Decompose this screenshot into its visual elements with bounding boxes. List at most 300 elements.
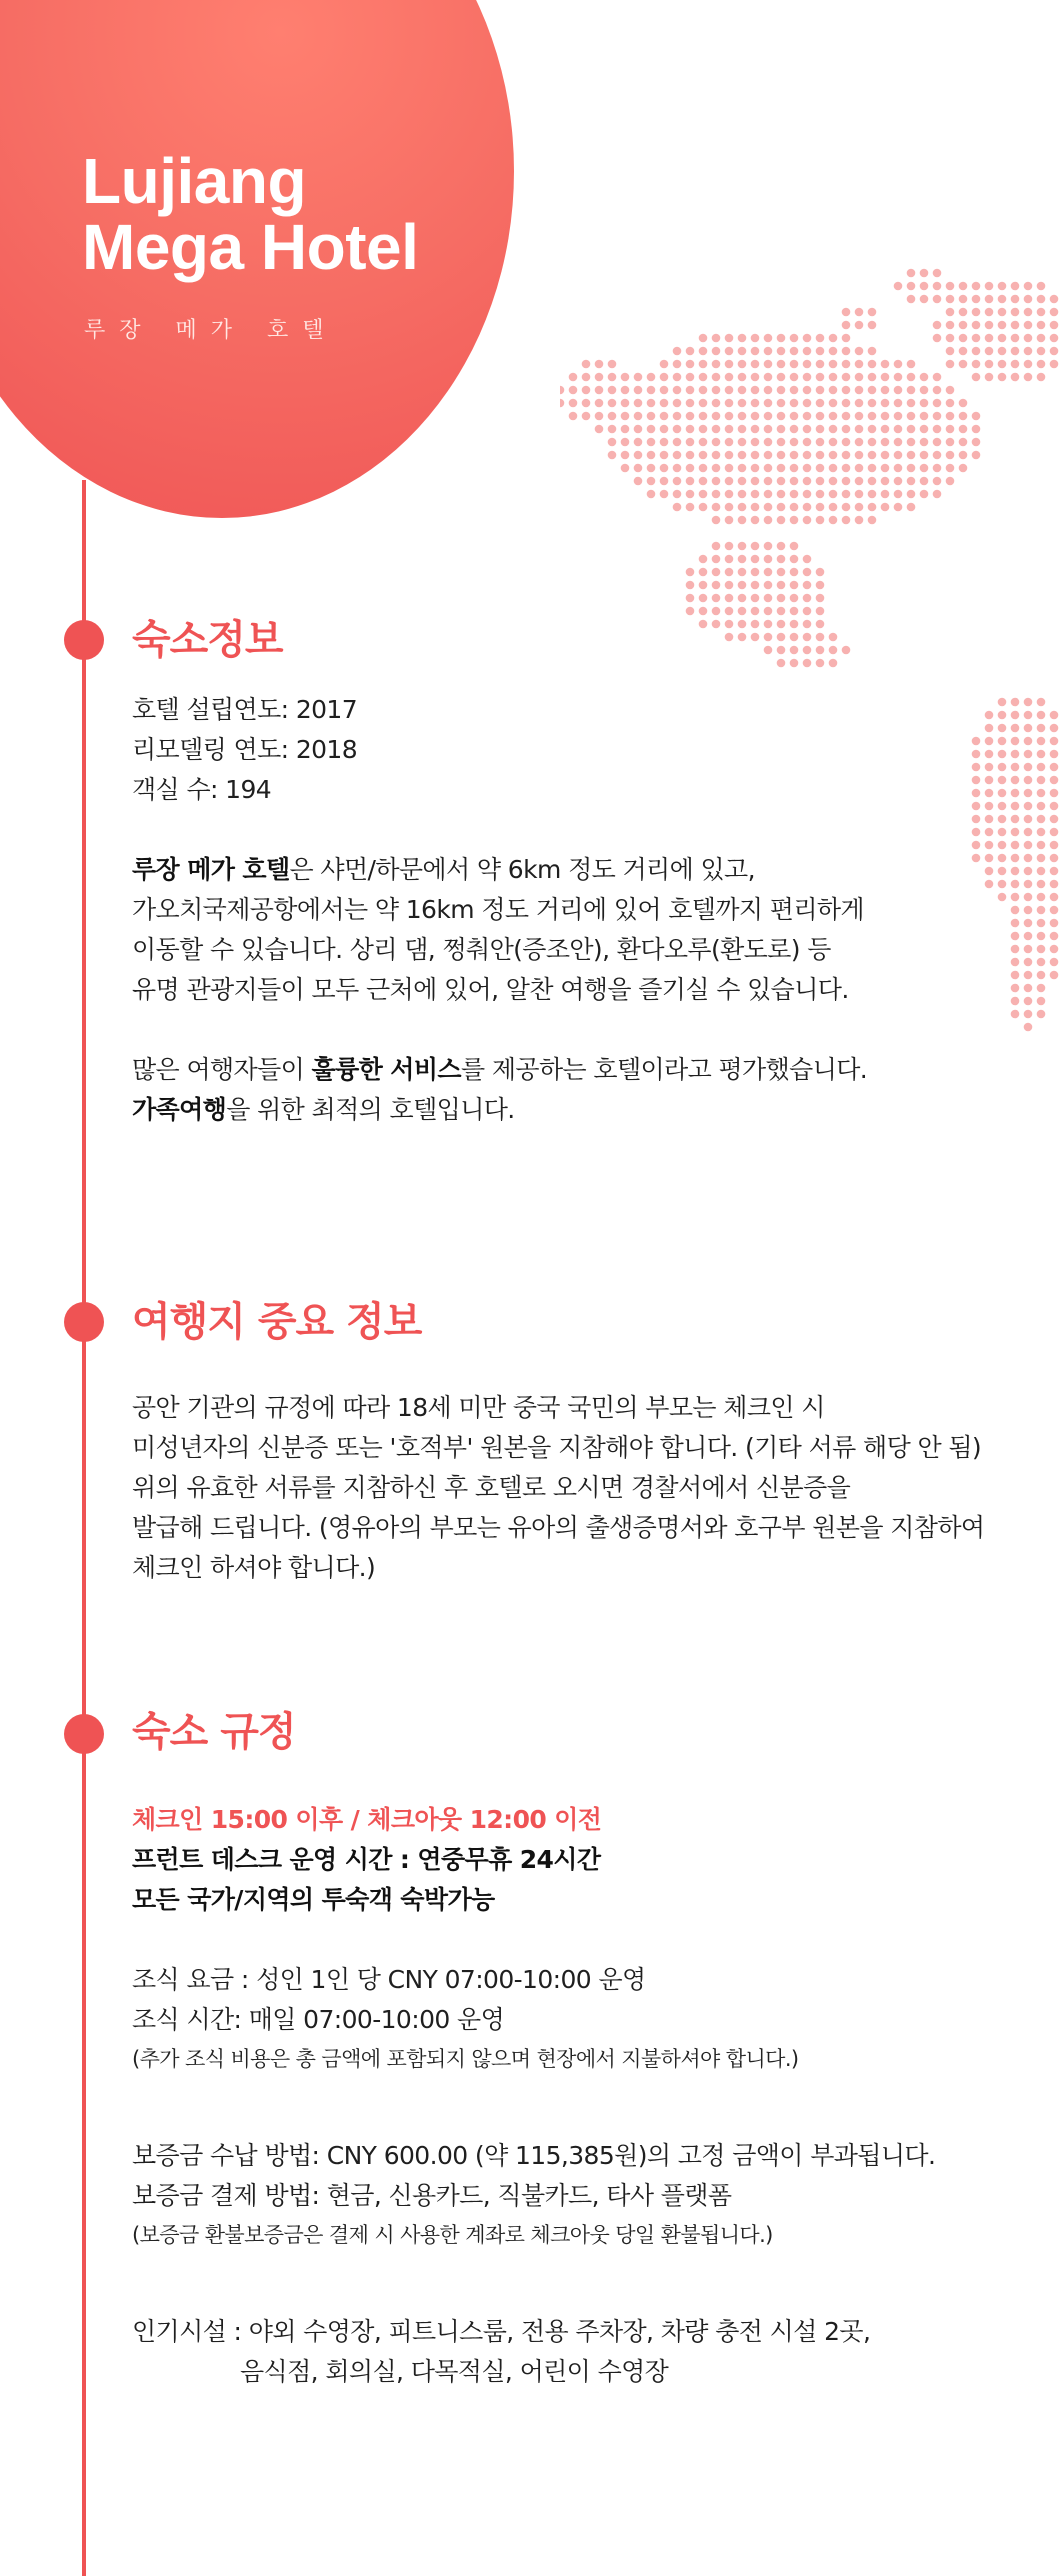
map-dot	[985, 282, 994, 291]
map-dot	[738, 334, 747, 343]
map-dot	[920, 269, 929, 278]
map-dot	[855, 399, 864, 408]
map-dot	[699, 503, 708, 512]
map-dot	[907, 399, 916, 408]
map-dot	[842, 334, 851, 343]
map-dot	[725, 542, 734, 551]
map-dot	[712, 607, 721, 616]
map-dot	[829, 347, 838, 356]
map-dot	[777, 620, 786, 629]
map-dot	[1024, 321, 1033, 330]
map-dot	[842, 412, 851, 421]
map-dot	[1024, 308, 1033, 317]
map-dot	[816, 594, 825, 603]
map-dot	[946, 451, 955, 460]
map-dot	[972, 282, 981, 291]
map-dot	[1050, 880, 1059, 889]
map-dot	[595, 373, 604, 382]
map-dot	[751, 607, 760, 616]
hotel-name-bold: 루장 메가 호텔	[132, 855, 290, 884]
map-dot	[855, 490, 864, 499]
map-dot	[686, 347, 695, 356]
map-dot	[1037, 893, 1046, 902]
map-dot	[803, 438, 812, 447]
map-dot	[738, 477, 747, 486]
map-dot	[985, 308, 994, 317]
map-dot	[946, 438, 955, 447]
map-dot	[712, 360, 721, 369]
map-dot	[985, 295, 994, 304]
map-dot	[764, 581, 773, 590]
map-dot	[738, 399, 747, 408]
map-dot	[803, 464, 812, 473]
map-dot	[972, 412, 981, 421]
map-dot	[959, 282, 968, 291]
facilities-line-2: 음식점, 회의실, 다목적실, 어린이 수영장	[240, 2357, 669, 2386]
map-dot	[1050, 737, 1059, 746]
map-dot	[725, 399, 734, 408]
front-desk-hours: 프런트 데스크 운영 시간 : 연중무휴 24시간	[132, 1845, 601, 1874]
map-dot	[894, 464, 903, 473]
map-dot	[1011, 347, 1020, 356]
map-dot	[764, 555, 773, 564]
map-dot	[686, 360, 695, 369]
map-dot	[933, 295, 942, 304]
map-dot	[790, 360, 799, 369]
map-dot	[764, 373, 773, 382]
map-dot	[842, 425, 851, 434]
map-dot	[855, 347, 864, 356]
map-dot	[595, 412, 604, 421]
map-dot	[777, 659, 786, 668]
map-dot	[777, 542, 786, 551]
map-dot	[660, 451, 669, 460]
map-dot	[894, 412, 903, 421]
map-dot	[1037, 958, 1046, 967]
map-dot	[894, 386, 903, 395]
map-dot	[842, 646, 851, 655]
hotel-name	[82, 145, 419, 283]
map-dot	[1011, 282, 1020, 291]
map-dot	[946, 464, 955, 473]
map-dot	[803, 386, 812, 395]
map-dot	[764, 490, 773, 499]
map-dot	[1050, 334, 1059, 343]
map-dot	[1037, 698, 1046, 707]
map-dot	[868, 451, 877, 460]
map-dot	[1037, 295, 1046, 304]
map-dot	[946, 321, 955, 330]
map-dot	[1050, 893, 1059, 902]
map-dot	[1050, 841, 1059, 850]
map-dot	[764, 334, 773, 343]
map-dot	[738, 620, 747, 629]
map-dot	[712, 568, 721, 577]
map-dot	[894, 503, 903, 512]
map-dot	[829, 425, 838, 434]
map-dot	[842, 373, 851, 382]
map-dot	[933, 438, 942, 447]
map-dot	[712, 464, 721, 473]
map-dot	[894, 438, 903, 447]
map-dot	[725, 386, 734, 395]
map-dot	[777, 607, 786, 616]
map-dot	[686, 594, 695, 603]
map-dot	[998, 347, 1007, 356]
map-dot	[881, 464, 890, 473]
map-dot	[1024, 919, 1033, 928]
map-dot	[790, 516, 799, 525]
map-dot	[1050, 776, 1059, 785]
map-dot	[777, 360, 786, 369]
map-dot	[1050, 789, 1059, 798]
map-dot	[686, 464, 695, 473]
map-dot	[985, 373, 994, 382]
map-dot	[881, 438, 890, 447]
map-dot	[959, 412, 968, 421]
map-dot	[777, 516, 786, 525]
map-dot	[673, 503, 682, 512]
map-dot	[946, 308, 955, 317]
map-dot	[582, 412, 591, 421]
map-dot	[608, 360, 617, 369]
map-dot	[803, 360, 812, 369]
map-dot	[855, 425, 864, 434]
map-dot	[1050, 815, 1059, 824]
map-dot	[829, 386, 838, 395]
map-dot	[1037, 711, 1046, 720]
map-dot	[1050, 919, 1059, 928]
map-dot	[868, 438, 877, 447]
map-dot	[907, 282, 916, 291]
map-dot	[855, 386, 864, 395]
map-dot	[972, 373, 981, 382]
map-dot	[699, 451, 708, 460]
map-dot	[816, 516, 825, 525]
map-dot	[764, 386, 773, 395]
map-dot	[998, 334, 1007, 343]
facilities-line-1: 인기시설 : 야외 수영장, 피트니스룸, 전용 주차장, 차량 충전 시설 2곳,	[132, 2317, 871, 2346]
map-dot	[959, 308, 968, 317]
map-dot	[777, 451, 786, 460]
map-dot	[725, 633, 734, 642]
family-line	[132, 1090, 1012, 1130]
map-dot	[855, 360, 864, 369]
map-dot	[790, 659, 799, 668]
map-dot	[686, 503, 695, 512]
map-dot	[608, 412, 617, 421]
map-dot	[699, 568, 708, 577]
map-dot	[907, 490, 916, 499]
map-dot	[699, 386, 708, 395]
map-dot	[946, 360, 955, 369]
map-dot	[647, 373, 656, 382]
map-dot	[673, 438, 682, 447]
map-dot	[621, 425, 630, 434]
map-dot	[751, 516, 760, 525]
map-dot	[803, 581, 812, 590]
map-dot	[1024, 724, 1033, 733]
map-dot	[803, 373, 812, 382]
guest-eligibility: 모든 국가/지역의 투숙객 숙박가능	[132, 1885, 495, 1914]
map-dot	[803, 620, 812, 629]
map-dot	[751, 555, 760, 564]
map-dot	[686, 451, 695, 460]
map-dot	[1024, 945, 1033, 954]
map-dot	[920, 490, 929, 499]
map-dot	[946, 412, 955, 421]
map-dot	[725, 555, 734, 564]
map-dot	[621, 373, 630, 382]
map-dot	[907, 503, 916, 512]
map-dot	[777, 568, 786, 577]
map-dot	[777, 490, 786, 499]
map-dot	[985, 321, 994, 330]
map-dot	[1011, 321, 1020, 330]
fact-remodeled: 리모델링 연도: 2018	[132, 735, 358, 764]
map-dot	[725, 425, 734, 434]
map-dot	[907, 360, 916, 369]
map-dot	[777, 555, 786, 564]
map-dot	[868, 425, 877, 434]
map-dot	[764, 438, 773, 447]
map-dot	[946, 425, 955, 434]
map-dot	[699, 581, 708, 590]
map-dot	[777, 386, 786, 395]
map-dot	[842, 321, 851, 330]
map-dot	[595, 399, 604, 408]
map-dot	[803, 334, 812, 343]
map-dot	[738, 607, 747, 616]
map-dot	[660, 490, 669, 499]
map-dot	[972, 451, 981, 460]
map-dot	[894, 451, 903, 460]
map-dot	[712, 620, 721, 629]
timeline-marker-policy	[64, 1714, 104, 1754]
map-dot	[972, 321, 981, 330]
map-dot	[816, 568, 825, 577]
map-dot	[868, 399, 877, 408]
map-dot	[751, 386, 760, 395]
map-dot	[972, 295, 981, 304]
family-rest: 을 위한 최적의 호텔입니다.	[226, 1095, 515, 1124]
map-dot	[1037, 282, 1046, 291]
map-dot	[803, 425, 812, 434]
map-dot	[699, 464, 708, 473]
map-dot	[1037, 984, 1046, 993]
map-dot	[725, 451, 734, 460]
map-dot	[777, 581, 786, 590]
map-dot	[738, 347, 747, 356]
map-dot	[686, 425, 695, 434]
deposit-note: (보증금 환불보증금은 결제 시 사용한 계좌로 체크아웃 당일 환불됩니다.)	[132, 2223, 773, 2247]
map-dot	[816, 451, 825, 460]
map-dot	[699, 334, 708, 343]
map-dot	[868, 477, 877, 486]
map-dot	[816, 490, 825, 499]
map-dot	[673, 399, 682, 408]
map-dot	[842, 490, 851, 499]
map-dot	[972, 308, 981, 317]
map-dot	[673, 386, 682, 395]
map-dot	[855, 477, 864, 486]
map-dot	[595, 360, 604, 369]
map-dot	[959, 360, 968, 369]
map-dot	[569, 399, 578, 408]
description-line-2: 가오치국제공항에서는 약 16km 정도 거리에 있어 호텔까지 편리하게	[132, 895, 864, 924]
travel-info-line-1: 공안 기관의 규정에 따라 18세 미만 중국 국민의 부모는 체크인 시	[132, 1393, 825, 1422]
map-dot	[673, 360, 682, 369]
map-dot	[803, 594, 812, 603]
map-dot	[582, 399, 591, 408]
map-dot	[699, 477, 708, 486]
description-line-1	[132, 850, 1012, 890]
map-dot	[1037, 360, 1046, 369]
map-dot	[751, 594, 760, 603]
map-dot	[1050, 750, 1059, 759]
map-dot	[972, 334, 981, 343]
map-dot	[933, 477, 942, 486]
map-dot	[595, 425, 604, 434]
map-dot	[998, 308, 1007, 317]
map-dot	[803, 646, 812, 655]
map-dot	[959, 399, 968, 408]
map-dot	[1037, 308, 1046, 317]
property-policy-text	[132, 1800, 1012, 2392]
map-dot	[751, 464, 760, 473]
map-dot	[998, 282, 1007, 291]
map-dot	[764, 360, 773, 369]
map-dot	[1024, 737, 1033, 746]
map-dot	[842, 386, 851, 395]
map-dot	[1024, 802, 1033, 811]
map-dot	[816, 386, 825, 395]
map-dot	[751, 373, 760, 382]
map-dot	[1050, 854, 1059, 863]
map-dot	[1024, 828, 1033, 837]
map-dot	[803, 555, 812, 564]
map-dot	[621, 412, 630, 421]
map-dot	[764, 412, 773, 421]
map-dot	[842, 438, 851, 447]
map-dot	[712, 399, 721, 408]
review-suffix: 를 제공하는 호텔이라고 평가했습니다.	[460, 1055, 868, 1084]
map-dot	[829, 399, 838, 408]
map-dot	[803, 451, 812, 460]
map-dot	[933, 373, 942, 382]
map-dot	[790, 490, 799, 499]
map-dot	[816, 607, 825, 616]
map-dot	[725, 620, 734, 629]
map-dot	[829, 438, 838, 447]
map-dot	[608, 399, 617, 408]
map-dot	[621, 464, 630, 473]
map-dot	[608, 438, 617, 447]
map-dot	[894, 373, 903, 382]
map-dot	[933, 451, 942, 460]
map-dot	[764, 347, 773, 356]
map-dot	[569, 373, 578, 382]
map-dot	[725, 438, 734, 447]
section-title-property-policy: 숙소 규정	[132, 1709, 296, 1755]
map-dot	[959, 295, 968, 304]
map-dot	[1037, 932, 1046, 941]
map-dot	[712, 503, 721, 512]
map-dot	[972, 425, 981, 434]
map-dot	[842, 516, 851, 525]
map-dot	[790, 425, 799, 434]
map-dot	[816, 373, 825, 382]
map-dot	[569, 412, 578, 421]
section-title-property-info: 숙소정보	[132, 617, 283, 663]
map-dot	[920, 464, 929, 473]
map-dot	[816, 503, 825, 512]
map-dot	[1037, 750, 1046, 759]
map-dot	[816, 399, 825, 408]
map-dot	[998, 373, 1007, 382]
map-dot	[1011, 373, 1020, 382]
map-dot	[881, 451, 890, 460]
map-dot	[894, 399, 903, 408]
section-title-travel-info: 여행지 중요 정보	[132, 1299, 422, 1345]
map-dot	[816, 412, 825, 421]
map-dot	[738, 412, 747, 421]
map-dot	[699, 594, 708, 603]
map-dot	[1037, 763, 1046, 772]
map-dot	[907, 425, 916, 434]
map-dot	[751, 542, 760, 551]
map-dot	[725, 477, 734, 486]
map-dot	[1024, 1023, 1033, 1032]
breakfast-note: (추가 조식 비용은 총 금액에 포함되지 않으며 현장에서 지불하셔야 합니다.)	[132, 2047, 799, 2071]
map-dot	[1024, 295, 1033, 304]
hotel-name-korean: 루장 메가 호텔	[84, 318, 338, 343]
map-dot	[790, 555, 799, 564]
map-dot	[907, 438, 916, 447]
travel-info-line-4: 발급해 드립니다. (영유아의 부모는 유아의 출생증명서와 호구부 원본을 지참하여	[132, 1513, 985, 1542]
map-dot	[933, 412, 942, 421]
map-dot	[972, 347, 981, 356]
property-info-text	[132, 690, 1012, 1130]
map-dot	[699, 438, 708, 447]
map-dot	[803, 633, 812, 642]
map-dot	[686, 438, 695, 447]
map-dot	[764, 646, 773, 655]
map-dot	[1037, 867, 1046, 876]
map-dot	[1037, 854, 1046, 863]
map-dot	[712, 594, 721, 603]
map-dot	[647, 464, 656, 473]
timeline-line	[82, 480, 86, 2576]
map-dot	[738, 633, 747, 642]
map-dot	[1024, 854, 1033, 863]
map-dot	[725, 568, 734, 577]
map-dot	[829, 334, 838, 343]
map-dot	[868, 360, 877, 369]
map-dot	[868, 516, 877, 525]
map-dot	[1024, 347, 1033, 356]
map-dot	[686, 607, 695, 616]
map-dot	[816, 425, 825, 434]
map-dot	[725, 464, 734, 473]
map-dot	[764, 503, 773, 512]
map-dot	[816, 620, 825, 629]
map-dot	[829, 490, 838, 499]
map-dot	[855, 438, 864, 447]
map-dot	[764, 594, 773, 603]
travel-info-line-5: 체크인 하셔야 합니다.)	[132, 1553, 376, 1582]
map-dot	[829, 516, 838, 525]
